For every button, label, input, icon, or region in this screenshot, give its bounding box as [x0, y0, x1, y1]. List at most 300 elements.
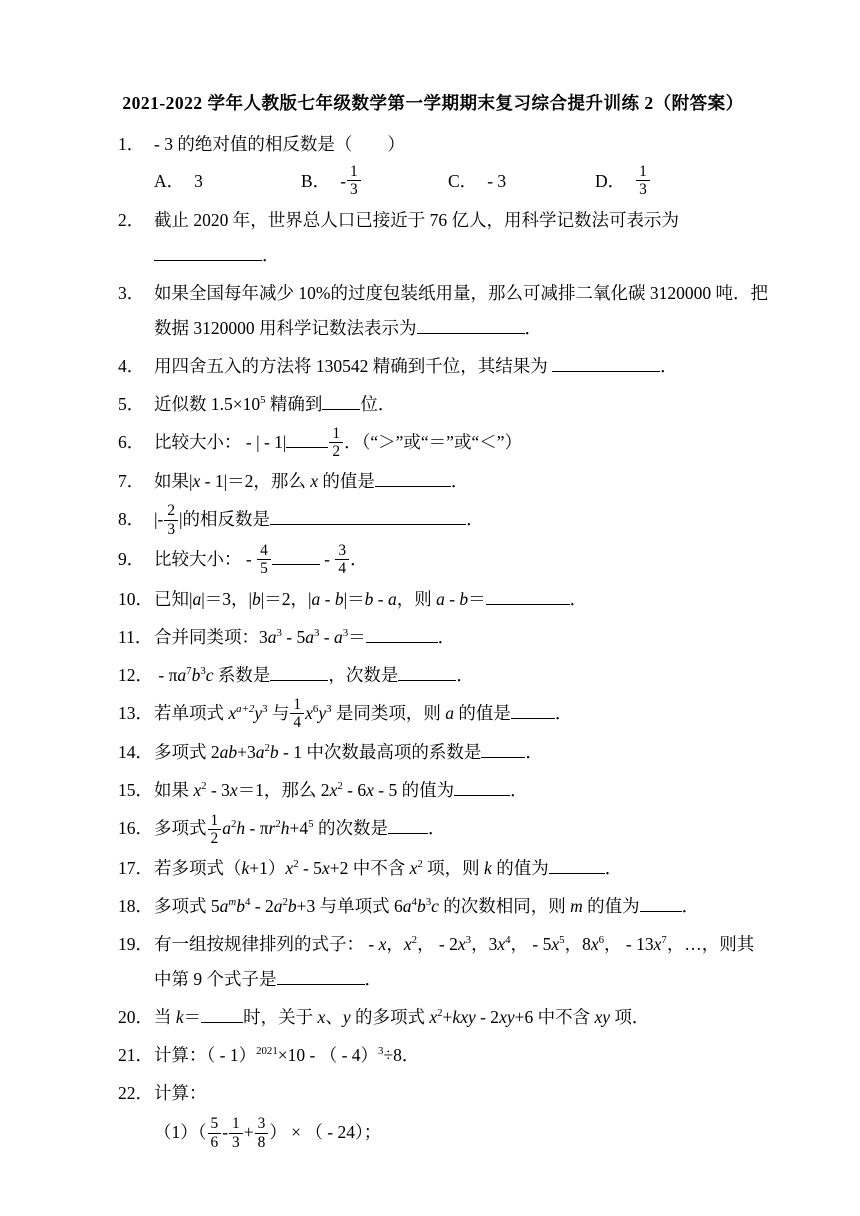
question-text: -	[222, 1122, 229, 1143]
answer-blank	[481, 740, 525, 759]
math-variable: b	[364, 588, 374, 609]
math-variable: b	[252, 588, 261, 609]
fraction-denominator: 4	[293, 714, 302, 732]
question-text: ＝1，那么 2	[237, 780, 330, 801]
page-title: 2021-2022 学年人教版七年级数学第一学期期末复习综合提升训练 2（附答案）	[122, 93, 744, 113]
math-variable: y	[342, 1007, 351, 1028]
question-row	[118, 1076, 768, 1152]
math-variable: x	[378, 934, 387, 955]
question-text: - 1 中次数最高项的系数是	[278, 742, 482, 763]
option-item	[301, 164, 448, 200]
math-fraction	[329, 425, 343, 461]
question-number: 17．	[118, 858, 153, 879]
answer-blank	[201, 1004, 243, 1023]
question-text: 、	[325, 1007, 343, 1028]
math-superscript: 5	[260, 393, 266, 406]
question-body	[154, 735, 768, 770]
math-variable: a	[311, 588, 321, 609]
question-row	[118, 927, 768, 997]
question-text: ．	[364, 969, 382, 990]
math-variable: a	[445, 702, 455, 723]
question-text: -	[319, 548, 335, 569]
question-row	[118, 387, 768, 422]
question-text: ＝	[468, 588, 486, 609]
math-superscript: 3	[276, 626, 282, 639]
question-text: - 3	[206, 780, 230, 801]
math-fraction	[164, 502, 178, 538]
option-label: C．	[448, 171, 478, 192]
question-body	[154, 349, 768, 384]
question-body	[154, 582, 768, 617]
fraction-denominator: 2	[210, 829, 219, 847]
math-superscript: 3	[425, 896, 432, 909]
question-text: ＝	[183, 1007, 202, 1028]
question-body	[154, 1076, 768, 1152]
answer-blank	[322, 391, 360, 410]
question-text: ， - 2	[417, 934, 458, 955]
answer-blank	[154, 242, 262, 261]
question-number: 20．	[118, 1007, 153, 1028]
question-text: - 5 的值为	[373, 780, 455, 801]
answer-blank	[272, 546, 320, 565]
math-variable: x	[228, 702, 237, 723]
question-text: ．	[681, 896, 700, 917]
question-row	[118, 1000, 768, 1035]
math-variable: x	[590, 934, 599, 955]
answer-blank	[366, 624, 438, 643]
question-text: 用四舍五入的方法将 130542 精确到千位，其结果为	[154, 355, 553, 376]
fraction-denominator: 5	[260, 560, 268, 578]
math-variable: x	[192, 471, 201, 492]
question-text: -	[444, 588, 460, 609]
question-text: ，次数是	[328, 664, 399, 685]
question-text: ．	[525, 742, 543, 763]
question-body	[154, 464, 768, 499]
fraction-numerator: 3	[255, 1115, 269, 1133]
math-superscript: 2	[437, 1007, 443, 1020]
option-label: D．	[595, 171, 626, 192]
question-text: 如果	[154, 780, 194, 801]
fraction-numerator: 1	[208, 812, 222, 830]
question-body	[154, 387, 768, 422]
question-text: ，	[386, 934, 404, 955]
question-number: 16．	[118, 818, 153, 839]
question-text: +2 中不含	[329, 858, 410, 879]
fraction-numerator: 1	[290, 696, 304, 714]
math-fraction	[208, 1115, 222, 1151]
math-superscript: 2	[264, 742, 270, 755]
math-superscript: 6	[312, 702, 319, 715]
question-number: 7．	[118, 471, 145, 492]
question-text: 的值是	[454, 702, 511, 723]
question-text: +1）	[249, 858, 286, 879]
question-text: 与	[267, 702, 290, 723]
question-text: |	[154, 509, 158, 530]
answer-blank	[640, 893, 682, 912]
math-superscript: 4	[244, 896, 251, 909]
math-variable: k	[175, 1007, 184, 1028]
math-variable: x	[305, 702, 313, 723]
math-variable: b	[459, 588, 469, 609]
question-text: |＝	[343, 588, 365, 609]
question-row	[118, 542, 768, 579]
option-item	[595, 164, 742, 200]
question-text: 比较大小： -	[154, 548, 257, 569]
question-text: ×10 - （ - 4）	[277, 1045, 379, 1066]
question-text: ．	[466, 509, 484, 530]
question-text: - π	[154, 664, 178, 685]
question-text: 多项式 5	[154, 896, 220, 917]
answer-blank	[486, 586, 570, 605]
question-text: ．	[456, 664, 474, 685]
question-text: ，…，则其中第 9 个式子是	[154, 934, 755, 990]
math-variable: kxy	[452, 1007, 476, 1028]
math-variable: a	[219, 896, 229, 917]
question-row	[118, 582, 768, 617]
answer-blank	[511, 700, 555, 719]
question-text: 项，则	[422, 858, 485, 879]
answer-blank	[552, 353, 660, 372]
question-body	[154, 542, 768, 579]
question-text: 近似数 1.5×10	[154, 393, 261, 414]
question-text: ．	[437, 626, 456, 647]
question-text: 截止 2020 年，世界总人口已接近于 76 亿人，用科学记数法可表示为	[154, 209, 679, 230]
question-text: +	[243, 1122, 254, 1143]
question-text: ．	[524, 317, 542, 338]
question-number: 1．	[118, 134, 145, 154]
math-variable: a	[402, 896, 412, 917]
question-body	[154, 620, 768, 655]
question-text: 3	[194, 171, 203, 192]
math-variable: m	[570, 896, 583, 917]
question-body	[154, 203, 768, 273]
question-number: 14．	[118, 742, 153, 763]
math-superscript: 3	[326, 702, 332, 715]
math-variable: a	[387, 588, 397, 609]
question-text: 已知|	[154, 588, 193, 609]
math-variable: x	[329, 780, 338, 801]
math-variable: x	[403, 934, 412, 955]
fraction-numerator: 1	[229, 1115, 243, 1133]
answer-blank	[286, 429, 328, 448]
question-number: 4．	[118, 355, 145, 376]
question-body	[154, 811, 768, 848]
question-row	[118, 425, 768, 462]
question-text: ，8	[564, 934, 591, 955]
question-row	[118, 203, 768, 273]
question-number: 15．	[118, 780, 153, 801]
question-text: |＝3，|	[201, 588, 253, 609]
math-superscript: 3	[378, 1045, 384, 1058]
question-row	[118, 735, 768, 770]
math-variable: b	[236, 896, 245, 917]
question-row	[118, 696, 768, 733]
question-text: 计算：	[154, 1083, 207, 1104]
math-variable: y	[254, 702, 263, 723]
math-variable: x	[321, 858, 330, 879]
fraction-denominator: 2	[332, 442, 341, 460]
math-variable: x	[285, 858, 294, 879]
question-text: |＝2，|	[260, 588, 312, 609]
math-superscript: 3	[342, 626, 349, 639]
math-fraction	[335, 542, 349, 578]
math-variable: x	[317, 1007, 326, 1028]
options-row	[154, 164, 768, 200]
math-variable: a	[334, 626, 343, 647]
question-text: 若单项式	[154, 702, 229, 723]
question-text: ，3	[471, 934, 498, 955]
math-variable: a	[436, 588, 445, 609]
question-text: -	[320, 588, 335, 609]
answer-blank	[549, 855, 605, 874]
question-text: 的值为	[582, 896, 640, 917]
question-text: +3 与单项式 6	[296, 896, 403, 917]
question-number: 8．	[118, 509, 145, 530]
math-variable: x	[653, 934, 662, 955]
question-text: 的次数相同，则	[438, 896, 571, 917]
question-number: 9．	[118, 548, 145, 569]
question-text: 当	[154, 1007, 176, 1028]
question-text: 系数是	[213, 664, 271, 685]
question-text: 位．	[360, 393, 396, 414]
math-superscript: 3	[465, 934, 472, 947]
question-text: ．	[350, 548, 368, 569]
question-text: -	[157, 509, 164, 530]
math-variable: y	[318, 702, 327, 723]
question-text: 是同类项，则	[331, 702, 446, 723]
math-fraction	[255, 1115, 269, 1151]
math-variable: b	[287, 896, 297, 917]
question-body	[154, 658, 768, 693]
option-label: A．	[154, 171, 185, 192]
question-list	[118, 127, 768, 1152]
question-body	[154, 851, 768, 886]
math-variable: r	[268, 818, 276, 839]
question-text: ， - 5	[510, 934, 552, 955]
question-number: 12．	[118, 664, 153, 685]
question-row	[118, 276, 768, 346]
question-number: 10．	[118, 588, 153, 609]
math-superscript: 2	[417, 858, 423, 871]
question-text: - 5	[298, 858, 322, 879]
question-text: 比较大小： - | - 1|	[154, 431, 287, 452]
math-variable: x	[409, 858, 418, 879]
math-superscript: 3	[200, 664, 206, 677]
question-body	[154, 696, 768, 733]
question-text: 的多项式	[350, 1007, 430, 1028]
fraction-numerator: 1	[347, 163, 361, 181]
option-item	[154, 164, 301, 200]
math-superscript: 2	[275, 818, 281, 831]
math-variable: ab	[219, 742, 238, 763]
question-text: ．	[554, 702, 573, 723]
question-row	[118, 1038, 768, 1073]
question-number: 19．	[118, 934, 153, 955]
question-text: 若多项式（	[154, 858, 242, 879]
math-superscript: 4	[505, 934, 511, 947]
math-variable: h	[236, 818, 246, 839]
question-text: 有一组按规律排列的式子： -	[154, 934, 379, 955]
question-row	[118, 811, 768, 848]
math-fraction	[208, 812, 222, 848]
fraction-denominator: 3	[167, 520, 176, 538]
question-number: 3．	[118, 282, 145, 303]
fraction-denominator: 3	[232, 1133, 240, 1151]
math-superscript: 3	[262, 702, 268, 715]
answer-blank	[388, 816, 428, 835]
math-superscript: a+2	[236, 702, 255, 715]
question-row	[118, 464, 768, 499]
question-text: - π	[245, 818, 269, 839]
question-text: 如果|	[154, 471, 193, 492]
math-superscript: 2	[230, 818, 237, 831]
math-variable: a	[192, 588, 202, 609]
question-row	[118, 502, 768, 539]
math-variable: a	[255, 742, 265, 763]
question-text: 的值是	[318, 471, 375, 492]
question-text: ＝	[348, 626, 366, 647]
math-superscript: 2021	[256, 1045, 278, 1058]
math-superscript: 4	[411, 896, 417, 909]
question-text: 多项式 2	[154, 742, 220, 763]
question-text: 计算：（ - 1）	[154, 1045, 257, 1066]
fraction-numerator: 1	[636, 163, 650, 181]
question-text: ．	[510, 780, 528, 801]
question-text: ．	[604, 858, 623, 879]
question-text: +	[442, 1007, 453, 1028]
question-text: 时，关于	[243, 1007, 318, 1028]
fraction-denominator: 3	[350, 181, 358, 199]
question-row	[118, 658, 768, 693]
math-superscript: 6	[598, 934, 605, 947]
math-superscript: 2	[411, 934, 418, 947]
question-text: -	[373, 588, 388, 609]
answer-blank	[270, 506, 466, 525]
question-text: - 2	[250, 896, 274, 917]
question-body	[154, 927, 768, 997]
question-text: 的值为	[491, 858, 549, 879]
question-body	[154, 1038, 768, 1073]
math-variable: x	[457, 934, 466, 955]
option-label: B．	[301, 171, 331, 192]
math-variable: b	[269, 742, 279, 763]
math-fraction	[347, 163, 361, 199]
math-fraction	[257, 542, 271, 578]
question-text: 合并同类项：3	[154, 626, 268, 647]
question-number: 6．	[118, 431, 145, 452]
math-variable: x	[310, 471, 319, 492]
question-row	[118, 620, 768, 655]
question-text: ．	[450, 471, 469, 492]
question-text: - 6	[342, 780, 367, 801]
question-text: - 3 的绝对值的相反数是（ ）	[154, 134, 405, 154]
math-variable: a	[177, 664, 187, 685]
math-variable: h	[280, 818, 290, 839]
math-variable: k	[241, 858, 250, 879]
math-superscript: 2	[337, 780, 343, 793]
fraction-numerator: 5	[208, 1115, 222, 1133]
question-text: 精确到	[265, 393, 323, 414]
question-text: - 3	[487, 171, 507, 192]
math-variable: a	[267, 626, 277, 647]
question-text: ．（“＞”或“＝”或“＜”）	[344, 431, 522, 452]
math-superscript: 2	[282, 896, 288, 909]
fraction-denominator: 6	[210, 1133, 219, 1151]
option-item	[448, 164, 595, 200]
question-text: ÷8．	[383, 1045, 420, 1066]
math-fraction	[229, 1115, 243, 1151]
math-fraction	[636, 163, 650, 199]
question-text: ） × （ - 24）；	[269, 1122, 382, 1143]
question-text: - 2	[475, 1007, 500, 1028]
math-variable: x	[429, 1007, 438, 1028]
fraction-numerator: 3	[335, 542, 349, 560]
answer-blank	[375, 468, 451, 487]
question-number: 2．	[118, 209, 145, 230]
question-text: ．	[569, 588, 588, 609]
fraction-denominator: 4	[338, 560, 347, 578]
question-text: +3	[237, 742, 256, 763]
question-text: ．	[427, 818, 446, 839]
math-variable: x	[551, 934, 560, 955]
question-text: +6 中不含	[514, 1007, 595, 1028]
math-variable: a	[222, 818, 231, 839]
question-text: ．	[262, 244, 280, 265]
question-text: -	[319, 626, 334, 647]
question-text: 的次数是	[313, 818, 388, 839]
question-body	[154, 889, 768, 924]
question-body	[154, 425, 768, 462]
question-number: 22．	[118, 1083, 153, 1104]
question-row	[118, 349, 768, 384]
math-fraction	[290, 696, 304, 732]
question-body	[154, 127, 768, 200]
fraction-numerator: 4	[257, 542, 271, 560]
answer-blank	[398, 662, 456, 681]
fraction-denominator: 8	[257, 1133, 266, 1151]
math-variable: x	[366, 780, 374, 801]
math-variable: a	[273, 896, 283, 917]
math-superscript: 2	[293, 858, 299, 871]
question-number: 11．	[118, 626, 153, 647]
question-number: 13．	[118, 702, 153, 723]
question-text: - 1|＝2，那么	[200, 471, 311, 492]
fraction-numerator: 1	[329, 425, 343, 443]
question-text: +4	[289, 818, 309, 839]
question-body	[154, 276, 768, 346]
math-superscript: m	[228, 896, 237, 909]
math-variable: xy	[594, 1007, 611, 1028]
question-number: 18．	[118, 896, 153, 917]
fraction-numerator: 2	[164, 502, 178, 520]
math-superscript: 7	[661, 934, 667, 947]
question-body	[154, 502, 768, 539]
question-text: |的相反数是	[179, 509, 271, 530]
question-text: -	[340, 171, 347, 192]
question-row	[118, 127, 768, 200]
math-superscript: 3	[314, 626, 320, 639]
question-text: ．	[660, 355, 678, 376]
question-row	[118, 773, 768, 808]
math-variable: c	[205, 664, 214, 685]
answer-blank	[454, 778, 510, 797]
question-text: 多项式	[154, 818, 207, 839]
math-superscript: 5	[308, 818, 314, 831]
math-variable: b	[416, 896, 426, 917]
question-text: ， - 13	[604, 934, 654, 955]
math-superscript: 7	[186, 664, 192, 677]
question-text: 如果全国每年减少 10%的过度包装纸用量，那么可减排二氧化碳 3120000 吨．把数据 3120000 用科学记数法表示为	[154, 282, 768, 338]
